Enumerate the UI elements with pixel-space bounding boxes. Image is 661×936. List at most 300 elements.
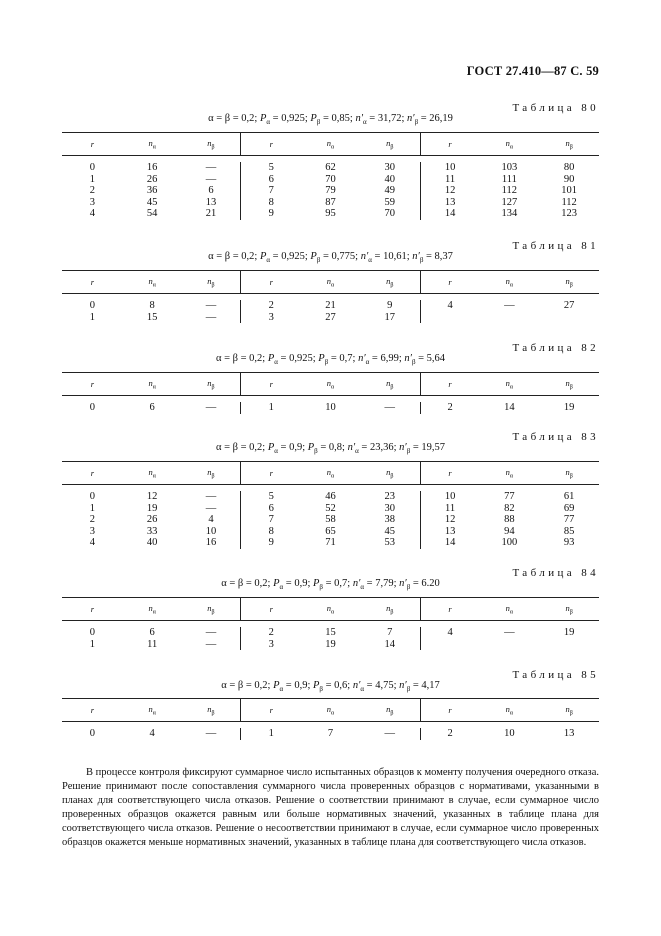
param-symbol: n′ bbox=[355, 113, 363, 124]
header-symbol: n bbox=[326, 377, 332, 388]
data-table bbox=[62, 461, 599, 549]
table-cell: 16 bbox=[205, 537, 217, 548]
param-subscript: α bbox=[279, 583, 284, 592]
column-header bbox=[421, 462, 480, 484]
table-cell: 21 bbox=[325, 300, 336, 311]
table-cell: 9 bbox=[268, 537, 274, 548]
header-symbol: r bbox=[269, 705, 273, 715]
header-symbol: n bbox=[565, 137, 570, 148]
table-cell: 0 bbox=[89, 627, 95, 638]
param-n-alpha: = 7,79; bbox=[364, 578, 400, 589]
table-cell: 123 bbox=[561, 208, 577, 219]
table-cell: 90 bbox=[563, 173, 575, 185]
column-header bbox=[123, 462, 182, 484]
table-cell: 2 bbox=[447, 402, 453, 413]
column-header bbox=[62, 133, 123, 155]
table-cell: 2 bbox=[268, 300, 274, 311]
param-symbol: P bbox=[267, 442, 275, 453]
table-cell: 1 bbox=[89, 311, 95, 323]
column-header-label bbox=[448, 705, 451, 715]
column-header bbox=[182, 699, 242, 721]
table-cell: 88 bbox=[504, 514, 515, 525]
table-cell: — bbox=[205, 311, 217, 323]
header-symbol: n bbox=[386, 466, 391, 477]
header-subscript: α bbox=[331, 384, 335, 391]
table-column bbox=[182, 300, 242, 323]
column-header-label bbox=[386, 467, 393, 480]
table-caption: Таблица 82 bbox=[512, 342, 599, 354]
param-symbol: P bbox=[259, 251, 267, 262]
table-header-row bbox=[62, 598, 599, 621]
param-p-alpha: = 0,925; bbox=[270, 251, 311, 262]
table-cell: 0 bbox=[89, 402, 95, 413]
table-column bbox=[479, 162, 539, 220]
table-caption: Таблица 84 bbox=[512, 567, 599, 579]
table-cell: 45 bbox=[146, 196, 158, 208]
param-alpha-beta: α = β = 0,2; bbox=[221, 680, 274, 691]
column-header-label bbox=[448, 277, 451, 287]
table-cell: 7 bbox=[268, 514, 274, 525]
column-header bbox=[301, 133, 360, 155]
table-cell: 10 bbox=[205, 525, 217, 537]
table-cell: 49 bbox=[384, 185, 396, 196]
param-subscript: α bbox=[266, 256, 271, 265]
table-cell: 27 bbox=[325, 311, 336, 323]
table-cell: 1 bbox=[89, 638, 95, 650]
table-cell: — bbox=[205, 300, 217, 311]
header-symbol: n bbox=[326, 602, 332, 613]
table-cell: 87 bbox=[325, 196, 336, 208]
param-symbol: n′ bbox=[412, 251, 420, 262]
column-header bbox=[539, 373, 599, 395]
table-cell: 27 bbox=[563, 300, 575, 311]
param-symbol: P bbox=[307, 442, 315, 453]
column-header-label bbox=[327, 378, 334, 391]
table-cell: 16 bbox=[146, 162, 158, 173]
param-subscript: α bbox=[266, 118, 271, 127]
column-header bbox=[123, 271, 182, 293]
column-header-label bbox=[148, 704, 155, 717]
page-header: ГОСТ 27.410—87 С. 59 bbox=[466, 64, 599, 78]
param-subscript: α bbox=[368, 256, 372, 265]
param-subscript: β bbox=[319, 583, 323, 592]
column-header bbox=[182, 373, 242, 395]
table-column bbox=[123, 728, 182, 740]
header-subscript: β bbox=[390, 384, 394, 391]
param-symbol: P bbox=[313, 680, 320, 691]
data-table bbox=[62, 270, 599, 323]
param-n-beta: = 26,19 bbox=[418, 113, 453, 124]
table-cell: 93 bbox=[563, 537, 575, 548]
table-cell: 46 bbox=[325, 491, 336, 502]
table-cell: 2 bbox=[447, 728, 453, 739]
header-symbol: n bbox=[505, 602, 510, 613]
table-body bbox=[62, 294, 599, 323]
param-symbol: n′ bbox=[360, 251, 369, 262]
param-symbol: P bbox=[318, 353, 325, 364]
header-subscript: β bbox=[211, 282, 215, 289]
param-subscript: α bbox=[279, 685, 284, 694]
header-symbol: r bbox=[269, 604, 273, 614]
table-cell: 127 bbox=[501, 196, 518, 208]
table-cell: 112 bbox=[501, 185, 518, 196]
column-header bbox=[123, 133, 182, 155]
column-header-label bbox=[270, 139, 273, 149]
column-header-label bbox=[448, 468, 451, 478]
param-alpha-beta: α = β = 0,2; bbox=[215, 353, 268, 364]
column-header bbox=[479, 598, 539, 620]
param-n-alpha: = 6,99; bbox=[369, 353, 405, 364]
table-cell: 9 bbox=[387, 300, 393, 311]
param-subscript: β bbox=[414, 118, 419, 127]
table-cell: 69 bbox=[563, 502, 575, 514]
table-column bbox=[421, 402, 480, 414]
table-column bbox=[241, 728, 301, 740]
header-subscript: β bbox=[390, 144, 394, 151]
table-cell: 3 bbox=[268, 638, 274, 650]
param-subscript: α bbox=[274, 447, 278, 456]
header-subscript: α bbox=[509, 473, 514, 480]
table-caption: Таблица 81 bbox=[512, 240, 599, 252]
column-header bbox=[360, 373, 421, 395]
table-column bbox=[421, 491, 480, 549]
column-header bbox=[182, 598, 242, 620]
param-subscript: α bbox=[360, 685, 365, 694]
param-subscript: β bbox=[419, 256, 424, 265]
param-p-beta: = 0,775; bbox=[320, 251, 361, 262]
header-subscript: α bbox=[152, 384, 156, 391]
header-symbol: n bbox=[565, 275, 570, 286]
header-subscript: α bbox=[331, 710, 335, 717]
param-subscript: β bbox=[316, 118, 321, 127]
header-subscript: α bbox=[331, 609, 335, 616]
column-header-label bbox=[91, 604, 94, 614]
header-symbol: r bbox=[448, 139, 452, 149]
table-cell: 13 bbox=[205, 196, 217, 208]
column-header bbox=[360, 598, 421, 620]
header-subscript: α bbox=[152, 710, 156, 717]
header-subscript: α bbox=[509, 710, 514, 717]
body-paragraph: В процессе контроля фиксируют суммарное число испытанных образцов к моменту получения очередного отказа. Решение принимают после сопоставления суммарного числа проверенных образцов с нормативами, указанными в планах для соответствующего числа отказов. Решение о соответствии принимают в случае, если суммарное число проверенных образцов окажется равным или больше нормативных значений, указанных в таблице плана для соответствующего числа отказов. Решение о несоответствии принимают в случае, если суммарное число проверенных образцов окажется меньше нормативных значений, указанных в таблице плана для соответствующего числа отказов. bbox=[62, 766, 599, 848]
table-cell: 4 bbox=[149, 728, 155, 739]
column-header-label bbox=[506, 704, 513, 717]
data-table bbox=[62, 132, 599, 220]
table-cell: 12 bbox=[444, 185, 456, 196]
header-subscript: α bbox=[152, 473, 156, 480]
column-header bbox=[539, 271, 599, 293]
header-subscript: β bbox=[569, 144, 573, 151]
column-header-label bbox=[565, 704, 572, 717]
header-subscript: β bbox=[390, 282, 394, 289]
column-header-label bbox=[207, 704, 214, 717]
header-symbol: r bbox=[90, 379, 95, 389]
column-header bbox=[421, 133, 480, 155]
table-cell: 33 bbox=[146, 525, 158, 537]
table-cell: — bbox=[504, 300, 515, 311]
param-n-beta: = 19,57 bbox=[410, 442, 446, 453]
param-p-alpha: = 0,9; bbox=[277, 442, 308, 453]
table-column bbox=[360, 162, 421, 220]
table-cell: 2 bbox=[89, 514, 95, 525]
table-column bbox=[62, 627, 123, 650]
header-symbol: n bbox=[207, 377, 212, 388]
table-cell: 85 bbox=[563, 525, 575, 537]
table-cell: 10 bbox=[444, 162, 456, 173]
table-column bbox=[479, 402, 539, 414]
table-cell: 14 bbox=[384, 638, 396, 650]
param-symbol: n′ bbox=[347, 442, 356, 453]
table-cell: 103 bbox=[501, 162, 518, 173]
param-subscript: β bbox=[406, 583, 411, 592]
header-symbol: n bbox=[207, 275, 212, 286]
table-header-row bbox=[62, 699, 599, 722]
table-cell: 3 bbox=[268, 311, 274, 323]
column-header bbox=[182, 133, 242, 155]
table-cell: 1 bbox=[268, 728, 274, 739]
table-cell: 6 bbox=[149, 402, 155, 413]
header-subscript: α bbox=[152, 144, 156, 151]
header-subscript: β bbox=[569, 710, 573, 717]
table-cell: 36 bbox=[146, 185, 158, 196]
column-header-label bbox=[506, 138, 513, 151]
param-p-beta: = 0,7; bbox=[322, 578, 353, 589]
table-body bbox=[62, 156, 599, 220]
table-cell: 70 bbox=[325, 173, 336, 185]
table-column bbox=[123, 162, 182, 220]
table-cell: 10 bbox=[325, 402, 336, 413]
param-p-alpha: = 0,925; bbox=[270, 113, 311, 124]
header-subscript: β bbox=[569, 282, 573, 289]
header-subscript: β bbox=[569, 384, 573, 391]
param-subscript: β bbox=[324, 358, 329, 367]
table-cell: 11 bbox=[445, 502, 456, 514]
table-cell: 134 bbox=[501, 208, 518, 219]
param-symbol: n′ bbox=[404, 353, 412, 364]
column-header-label bbox=[386, 603, 393, 616]
table-cell: 19 bbox=[563, 627, 575, 638]
table-column bbox=[539, 728, 599, 740]
header-symbol: n bbox=[386, 377, 391, 388]
table-body bbox=[62, 722, 599, 740]
table-cell: 8 bbox=[268, 525, 274, 537]
table-cell: 54 bbox=[146, 208, 158, 219]
table-column bbox=[62, 491, 123, 549]
table-column bbox=[182, 402, 242, 414]
data-table bbox=[62, 597, 599, 650]
param-subscript: β bbox=[314, 447, 318, 456]
param-symbol: P bbox=[310, 251, 317, 262]
data-table bbox=[62, 698, 599, 740]
column-header bbox=[62, 699, 123, 721]
header-symbol: n bbox=[207, 137, 212, 148]
column-header-label bbox=[386, 704, 393, 717]
column-header-label bbox=[91, 379, 94, 389]
column-header-label bbox=[565, 276, 572, 289]
header-symbol: r bbox=[448, 277, 452, 287]
header-subscript: β bbox=[211, 384, 215, 391]
table-cell: — bbox=[205, 173, 217, 185]
param-n-beta: = 5,64 bbox=[415, 353, 446, 364]
header-symbol: n bbox=[326, 275, 332, 286]
table-cell: 111 bbox=[501, 173, 517, 185]
table-column bbox=[360, 300, 421, 323]
column-header bbox=[479, 373, 539, 395]
column-header-label bbox=[207, 603, 214, 616]
column-header bbox=[539, 598, 599, 620]
column-header-label bbox=[448, 139, 451, 149]
header-symbol: n bbox=[386, 703, 391, 714]
table-cell: 4 bbox=[89, 537, 95, 548]
table-parameters bbox=[62, 251, 599, 264]
table-cell: 11 bbox=[147, 638, 158, 650]
table-column bbox=[421, 627, 480, 650]
param-symbol: n′ bbox=[399, 442, 407, 453]
param-p-alpha: = 0,9; bbox=[283, 578, 313, 589]
param-symbol: n′ bbox=[358, 353, 366, 364]
table-column bbox=[539, 300, 599, 323]
table-cell: 38 bbox=[384, 514, 396, 525]
param-subscript: α bbox=[274, 358, 278, 367]
table-cell: 79 bbox=[325, 185, 336, 196]
table-parameters bbox=[62, 442, 599, 455]
table-cell: 1 bbox=[89, 173, 95, 185]
table-cell: 100 bbox=[501, 537, 518, 548]
header-symbol: r bbox=[90, 604, 95, 614]
column-header-label bbox=[148, 603, 155, 616]
header-symbol: n bbox=[148, 466, 153, 477]
param-p-beta: = 0,8; bbox=[317, 442, 348, 453]
param-p-alpha: = 0,9; bbox=[283, 680, 313, 691]
column-header bbox=[123, 699, 182, 721]
table-header-row bbox=[62, 133, 599, 156]
param-subscript: β bbox=[319, 685, 323, 694]
table-column bbox=[241, 627, 301, 650]
column-header bbox=[421, 271, 480, 293]
param-n-alpha: = 23,36; bbox=[358, 442, 400, 453]
header-subscript: β bbox=[569, 473, 573, 480]
table-cell: 10 bbox=[444, 491, 456, 502]
table-column bbox=[479, 491, 539, 549]
table-column bbox=[301, 728, 360, 740]
header-symbol: n bbox=[565, 466, 570, 477]
table-cell: 6 bbox=[149, 627, 155, 638]
table-cell: — bbox=[205, 502, 217, 514]
param-subscript: α bbox=[365, 358, 370, 367]
column-header bbox=[123, 598, 182, 620]
column-header-label bbox=[327, 603, 334, 616]
table-cell: 30 bbox=[384, 162, 396, 173]
header-subscript: α bbox=[331, 282, 335, 289]
header-subscript: β bbox=[211, 710, 215, 717]
table-header-row bbox=[62, 271, 599, 294]
param-subscript: β bbox=[316, 256, 321, 265]
param-n-beta: = 4,17 bbox=[410, 680, 440, 691]
table-column bbox=[182, 162, 242, 220]
header-subscript: β bbox=[569, 609, 573, 616]
header-subscript: β bbox=[390, 609, 394, 616]
header-symbol: n bbox=[386, 275, 391, 286]
table-cell: 0 bbox=[89, 300, 95, 311]
column-header-label bbox=[506, 603, 513, 616]
header-subscript: α bbox=[509, 144, 514, 151]
column-header-label bbox=[327, 138, 334, 151]
column-header bbox=[301, 598, 360, 620]
column-header bbox=[421, 699, 480, 721]
header-symbol: n bbox=[505, 703, 510, 714]
param-subscript: β bbox=[406, 685, 411, 694]
header-subscript: α bbox=[331, 473, 335, 480]
table-cell: 62 bbox=[325, 162, 336, 173]
param-symbol: n′ bbox=[352, 578, 361, 589]
column-header bbox=[539, 462, 599, 484]
column-header-label bbox=[327, 704, 334, 717]
table-column bbox=[539, 402, 599, 414]
table-cell: 5 bbox=[268, 491, 274, 502]
column-header bbox=[421, 373, 480, 395]
table-column bbox=[62, 162, 123, 220]
data-table bbox=[62, 372, 599, 414]
header-symbol: r bbox=[269, 277, 273, 287]
table-cell: — bbox=[205, 728, 217, 739]
column-header bbox=[182, 462, 242, 484]
column-header bbox=[360, 699, 421, 721]
table-cell: 53 bbox=[384, 537, 396, 548]
column-header-label bbox=[207, 467, 214, 480]
header-subscript: α bbox=[331, 144, 335, 151]
table-cell: 4 bbox=[208, 514, 214, 525]
column-header-label bbox=[565, 138, 572, 151]
column-header-label bbox=[270, 604, 273, 614]
table-column bbox=[539, 627, 599, 650]
column-header bbox=[241, 373, 301, 395]
param-symbol: n′ bbox=[399, 680, 407, 691]
header-symbol: n bbox=[505, 466, 510, 477]
table-cell: 14 bbox=[504, 402, 515, 413]
column-header bbox=[241, 699, 301, 721]
table-column bbox=[123, 402, 182, 414]
column-header bbox=[360, 133, 421, 155]
param-symbol: n′ bbox=[352, 680, 361, 691]
header-subscript: β bbox=[390, 710, 394, 717]
table-cell: — bbox=[205, 638, 217, 650]
table-cell: 19 bbox=[563, 402, 575, 413]
header-symbol: r bbox=[90, 705, 95, 715]
table-column bbox=[421, 728, 480, 740]
table-cell: 0 bbox=[89, 162, 95, 173]
param-subscript: α bbox=[355, 447, 359, 456]
table-column bbox=[241, 491, 301, 549]
column-header bbox=[241, 598, 301, 620]
param-symbol: P bbox=[310, 113, 317, 124]
column-header bbox=[301, 462, 360, 484]
table-cell: 101 bbox=[561, 185, 577, 196]
param-p-beta: = 0,6; bbox=[322, 680, 353, 691]
header-symbol: n bbox=[207, 602, 212, 613]
column-header bbox=[539, 699, 599, 721]
table-column bbox=[360, 728, 421, 740]
table-parameters bbox=[62, 113, 599, 126]
column-header-label bbox=[506, 276, 513, 289]
header-symbol: n bbox=[326, 703, 332, 714]
table-cell: — bbox=[205, 162, 217, 173]
table-cell: 13 bbox=[563, 728, 575, 739]
table-cell: 77 bbox=[563, 514, 575, 525]
column-header-label bbox=[448, 604, 451, 614]
header-symbol: r bbox=[448, 604, 452, 614]
table-cell: 26 bbox=[146, 514, 158, 525]
column-header-label bbox=[386, 378, 393, 391]
column-header-label bbox=[270, 379, 273, 389]
